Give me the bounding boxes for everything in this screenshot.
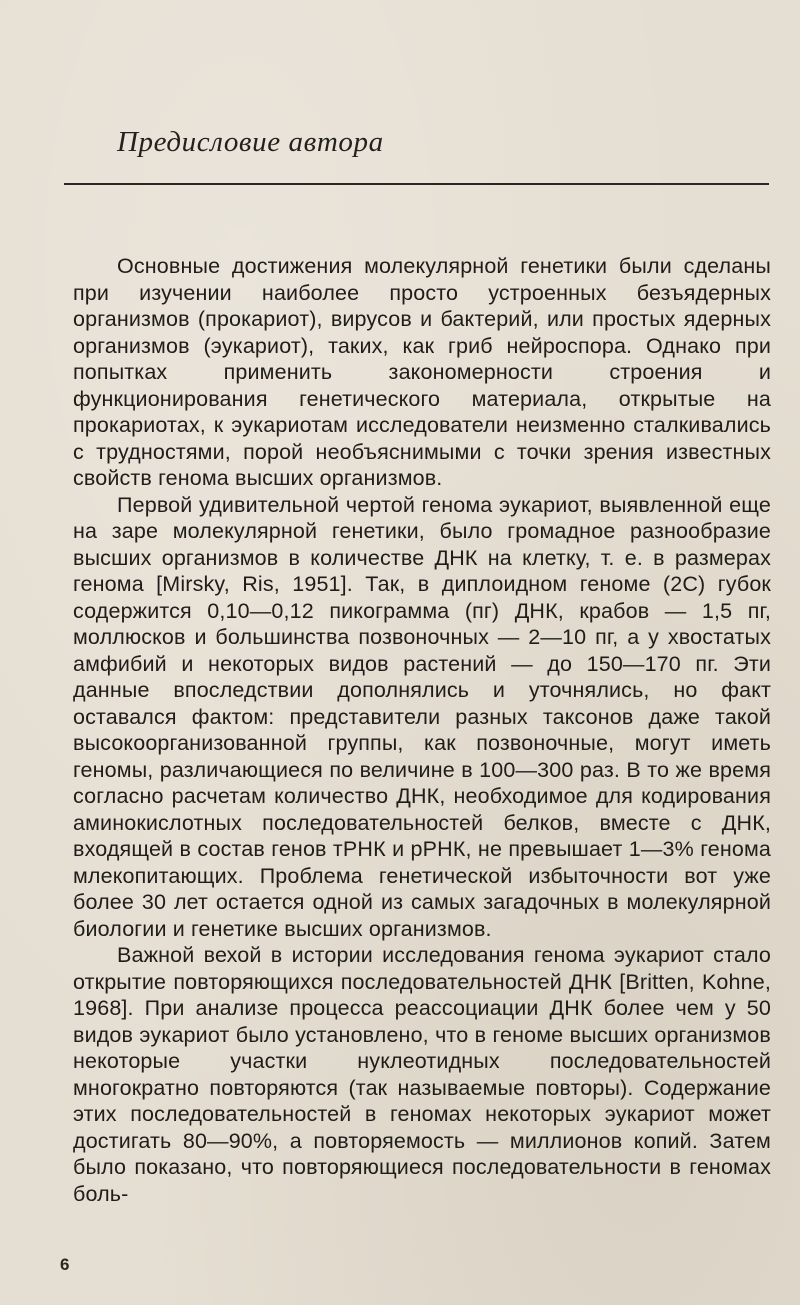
body-text bbox=[73, 253, 771, 1207]
title-divider bbox=[64, 183, 769, 185]
paragraph: Первой удивительной чертой генома эукариот, выявленной еще на заре молекулярной генетики, было громадное разнообразие высших организмов в количестве ДНК на клетку, т. е. в размерах генома [Mirsky, Ris, 1951]. Так, в диплоидном геноме (2С) губок содержится 0,10—0,12 пикограмма (пг) ДНК, крабов — 1,5 пг, моллюсков и большинства позвоночных — 2—10 пг, а у хвостатых амфибий и некоторых видов растений — до 150—170 пг. Эти данные впоследствии дополнялись и уточнялись, но факт оставался фактом: представители разных таксонов даже такой высокоорганизованной группы, как позвоночные, могут иметь геномы, различающиеся по величине в 100—300 раз. В то же время согласно расчетам количество ДНК, необходимое для кодирования аминокислотных последовательностей белков, вместе с ДНК, входящей в состав генов тРНК и рРНК, не превышает 1—3% генома млекопитающих. Проблема генетической избыточности вот уже более 30 лет остается одной из самых загадочных в молекулярной биологии и генетике высших организмов. bbox=[73, 492, 771, 941]
paragraph: Основные достижения молекулярной генетики были сделаны при изучении наиболее просто устроенных безъядерных организмов (прокариот), вирусов и бактерий, или простых ядерных организмов (эукариот), таких, как гриб нейроспора. Однако при попытках применить закономерности строения и функционирования генетического материала, открытые на прокариотах, к эукариотам исследователи неизменно сталкивались с трудностями, порой необъяснимыми с точки зрения известных свойств генома высших организмов. bbox=[73, 254, 771, 490]
paragraph: Важной вехой в истории исследования генома эукариот стало открытие повторяющихся последовательностей ДНК [Britten, Kohne, 1968]. При анализе процесса реассоциации ДНК более чем у 50 видов эукариот было установлено, что в геноме высших организмов некоторые участки нуклеотидных последовательностей многократно повторяются (так называемые повторы). Содержание этих последовательностей в геномах некоторых эукариот может достигать 80—90%, а повторяемость — миллионов копий. Затем было показано, что повторяющиеся последовательности в геномах боль- bbox=[73, 943, 771, 1206]
page-number: 6 bbox=[60, 1255, 70, 1274]
page-title: Предисловие автора bbox=[117, 126, 384, 158]
